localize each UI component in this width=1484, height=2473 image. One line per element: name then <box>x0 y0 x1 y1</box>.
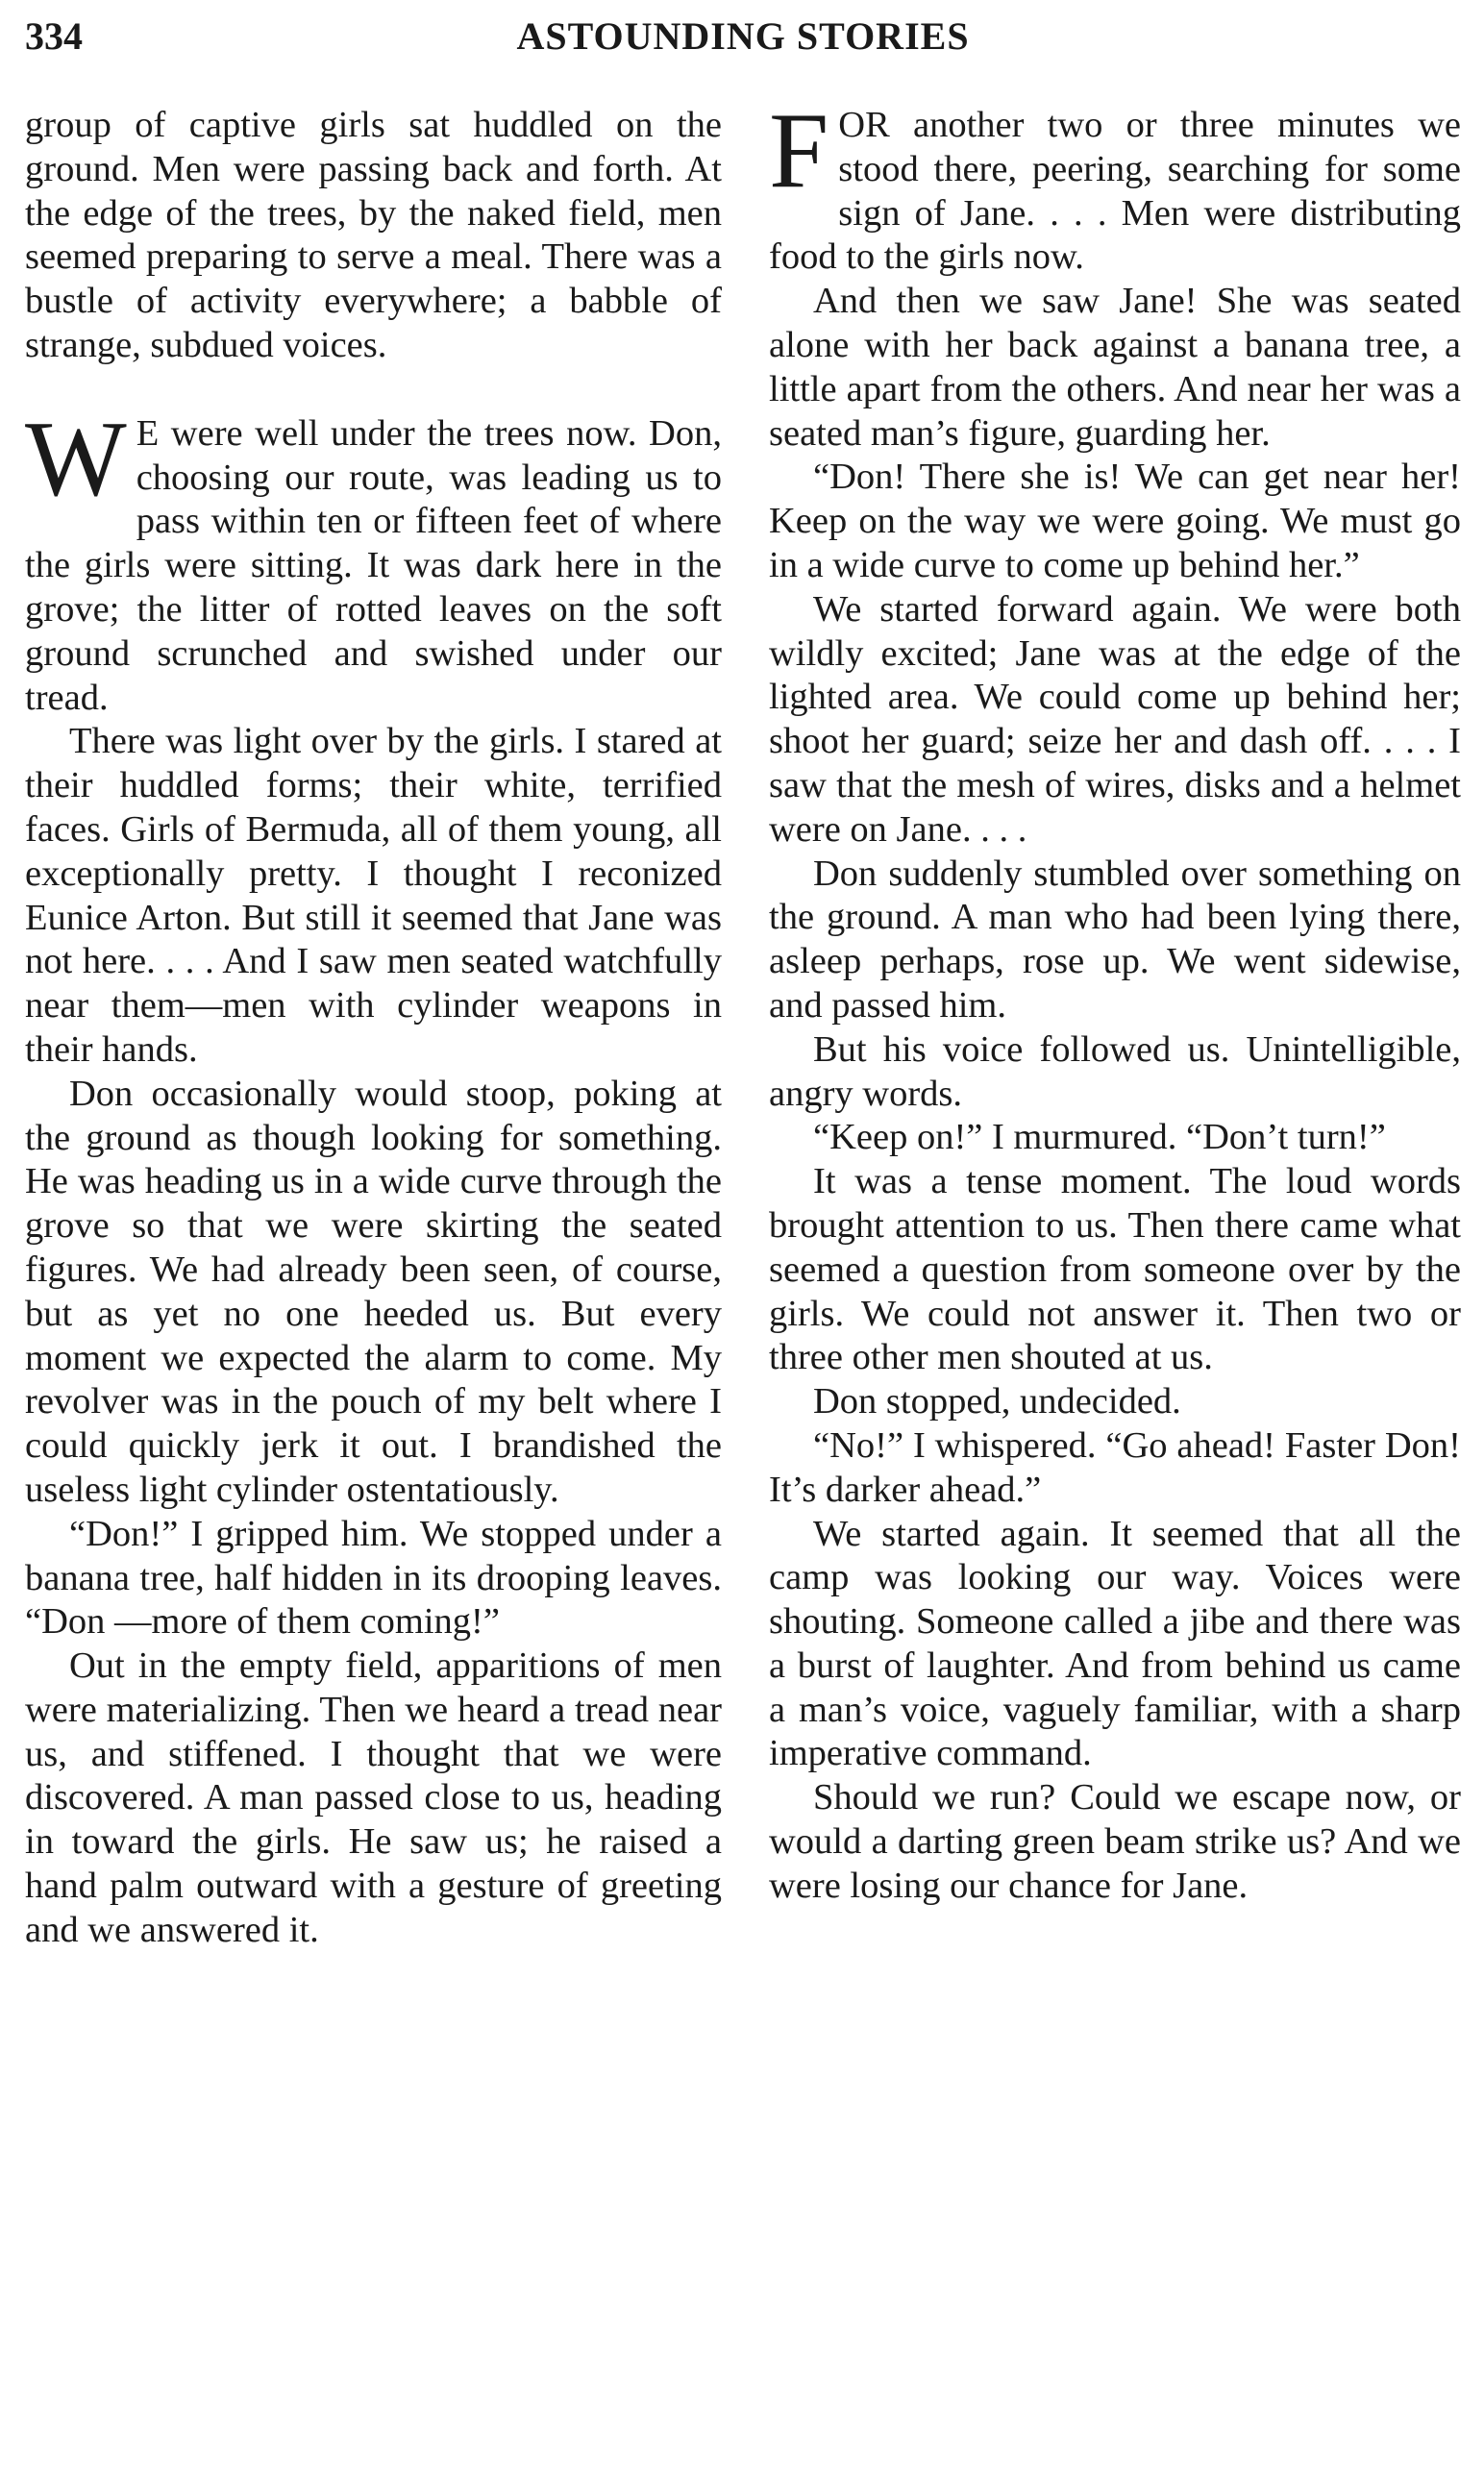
running-title: ASTOUNDING STORIES <box>516 14 970 58</box>
paragraph: Don stopped, undecided. <box>813 1381 1181 1422</box>
drop-cap: W <box>25 399 127 519</box>
paragraph: “No!” I whispered. “Go ahead! Faster Don! It’s darker ahead.” <box>769 1424 1461 1510</box>
paragraph: And then we saw Jane! She was seated alone with her back against a banana tree, a little apart from the others. And near her was a seated man’s figure, guarding her. <box>769 281 1461 454</box>
page-header <box>25 8 1461 58</box>
paragraph: group of captive girls sat huddled on the ground. Men were passing back and forth. At the edge of the trees, by the naked field, men seemed preparing to serve a meal. There was a bustle of activity everywhere; a babble of strange, subdued voices. <box>25 105 722 365</box>
paragraph-text: E were well under the trees now. Don, choosing our route, was leading us to pass within ten or fifteen feet of where the girls were sitting. It was dark here in the grove; the litter of rotted leaves on the soft ground scrunched and swished under our tread. <box>25 412 722 718</box>
paragraph: Don occasionally would stoop, poking at the ground as though looking for something. He was heading us in a wide curve through the grove so that we were skirting the seated figures. We had already been seen, of course, but as yet no one heeded us. But every moment we expected the alarm to come. My revolver was in the pouch of my belt where I could quickly jerk it out. I brandished the useless light cylinder ostentatiously. <box>25 1073 722 1510</box>
paragraph: We started again. It seemed that all the camp was looking our way. Voices were shouting. Someone called a jibe and there was a burst of laughter. And from behind us came a man’s voice, vaguely familiar, with a sharp imperative command. <box>769 1513 1461 1774</box>
paragraph: There was light over by the girls. I stared at their huddled forms; their white, terrified faces. Girls of Bermuda, all of them young, all exceptionally pretty. I thought I reconized Eunice Arton. But still it seemed that Jane was not here. . . . And I saw men seated watchfully near them—men with cylinder weapons in their hands. <box>25 721 722 1070</box>
section-paragraph <box>769 91 1461 280</box>
paragraph: We started forward again. We were both wildly excited; Jane was at the edge of the lighted area. We could come up behind her; shoot her guard; seize her and dash off. . . . I saw that the mesh of wires, disks and a helmet were on Jane. . . . <box>769 588 1461 850</box>
paragraph: Should we run? Could we escape now, or would a darting green beam strike us? And we were losing our chance for Jane. <box>769 1777 1461 1906</box>
section-paragraph <box>25 399 722 721</box>
paragraph: “Keep on!” I murmured. “Don’t turn!” <box>813 1117 1386 1158</box>
paragraph: It was a tense moment. The loud words brought attention to us. Then there came what seemed a question from someone over by the girls. We could not answer it. Then two or three other men shouted at us. <box>769 1161 1461 1378</box>
page-number: 334 <box>25 14 83 58</box>
paragraph: Out in the empty field, apparitions of men were materializing. Then we heard a tread near us, and stiffened. I thought that we were discovered. A man passed close to us, heading in toward the girls. He saw us; he raised a hand palm outward with a gesture of greeting and we answered it. <box>25 1645 722 1950</box>
paragraph: “Don!” I gripped him. We stopped under a banana tree, half hidden in its drooping leaves. “Don —more of them coming!” <box>25 1513 722 1643</box>
left-column <box>25 104 722 1953</box>
paragraph: “Don! There she is! We can get near her! Keep on the way we were going. We must go in a wide curve to come up behind her.” <box>769 457 1461 585</box>
paragraph: Don suddenly stumbled over something on the ground. A man who had been lying there, asleep perhaps, rose up. We went sidewise, and passed him. <box>769 853 1461 1026</box>
right-column <box>769 91 1461 1909</box>
drop-cap: F <box>769 91 829 210</box>
paragraph-text: OR another two or three minutes we stood there, peering, searching for some sign of Jane. . . . Men were distributing food to the girls now. <box>769 105 1461 278</box>
paragraph: But his voice followed us. Unintelligible, angry words. <box>769 1028 1461 1114</box>
